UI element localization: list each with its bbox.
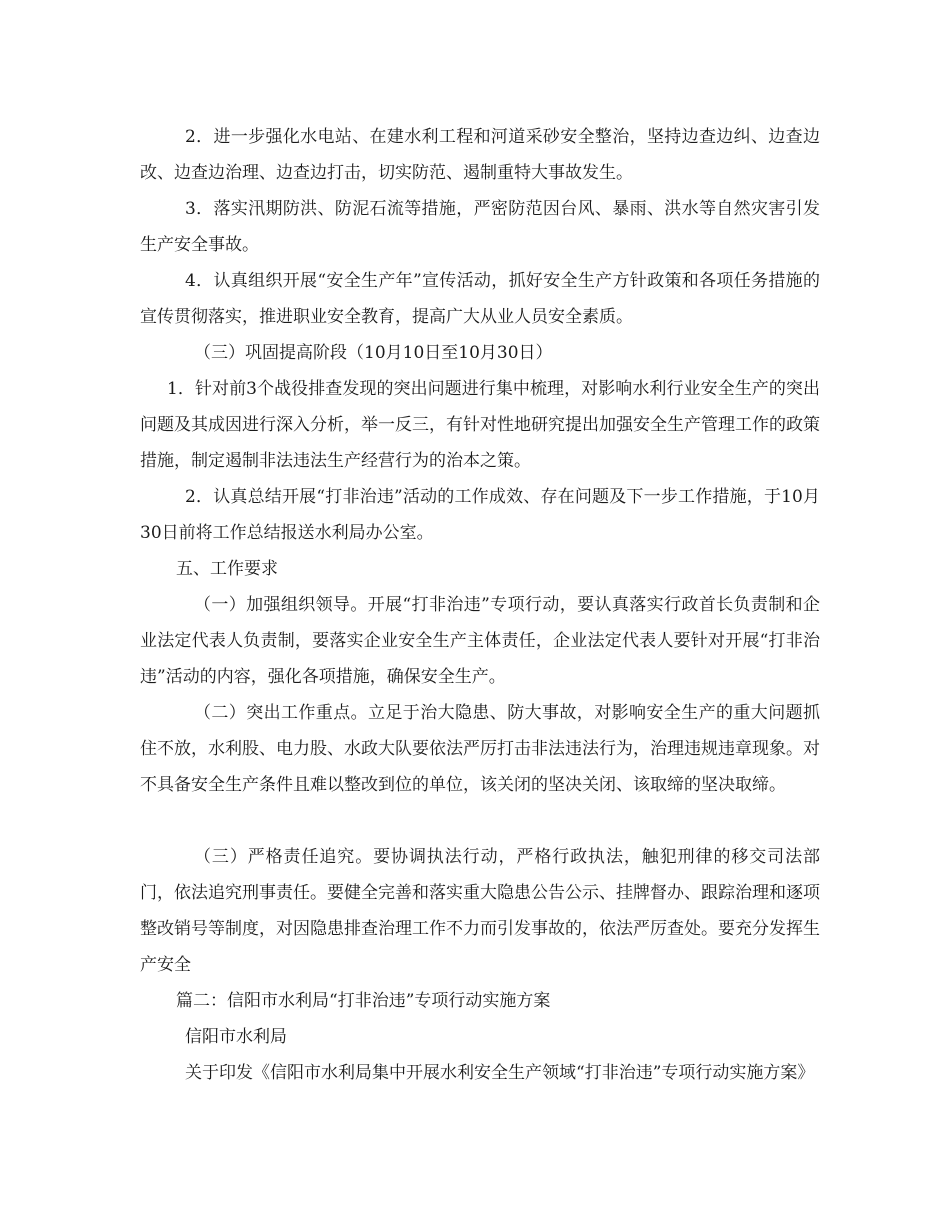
notice-title: 关于印发《信阳市水利局集中开展水利安全生产领域“打非治违”专项行动实施方案》 xyxy=(185,1063,815,1083)
paragraph-item-2b: 2．认真总结开展“打非治违”活动的工作成效、存在问题及下一步工作措施，于10月30日前将工作总结报送水利局办公室。 xyxy=(140,487,820,543)
section-heading-requirements: 五、工作要求 xyxy=(176,559,278,579)
paragraph-item-2: 2．进一步强化水电站、在建水利工程和河道采砂安全整治，坚持边查边纠、边查边改、边查边治理、边查边打击，切实防范、遏制重特大事故发生。 xyxy=(140,127,820,183)
paragraph-item-1: 1．针对前3个战役排查发现的突出问题进行集中梳理，对影响水利行业安全生产的突出问题及其成因进行深入分析，举一反三，有针对性地研究提出加强安全生产管理工作的政策措施，制定遏制非法违法生产经营行为的治本之策。 xyxy=(140,379,820,471)
paragraph-requirement-1: （一）加强组织领导。开展“打非治违”专项行动，要认真落实行政首长负责制和企业法定代表人负责制，要落实企业安全生产主体责任，企业法定代表人要针对开展“打非治违”活动的内容，强化各项措施，确保安全生产。 xyxy=(140,595,820,687)
paragraph-requirement-3: （三）严格责任追究。要协调执法行动，严格行政执法，触犯刑律的移交司法部门，依法追究刑事责任。要健全完善和落实重大隐患公告公示、挂牌督办、跟踪治理和逐项整改销号等制度，对因隐患排查治理工作不力而引发事故的，依法严厉查处。要充分发挥生产安全 xyxy=(140,847,820,975)
article-title: 篇二：信阳市水利局“打非治违”专项行动实施方案 xyxy=(176,991,551,1011)
paragraph-item-3: 3．落实汛期防洪、防泥石流等措施，严密防范因台风、暴雨、洪水等自然灾害引发生产安全事故。 xyxy=(140,199,820,255)
paragraph-item-4: 4．认真组织开展“安全生产年”宣传活动，抓好安全生产方针政策和各项任务措施的宣传贯彻落实，推进职业安全教育，提高广大从业人员安全素质。 xyxy=(140,271,820,327)
stage-heading-consolidation: （三）巩固提高阶段（10月10日至10月30日） xyxy=(194,343,553,363)
paragraph-requirement-2: （二）突出工作重点。立足于治大隐患、防大事故，对影响安全生产的重大问题抓住不放，水利股、电力股、水政大队要依法严厉打击非法违法行为，治理违规违章现象。对不具备安全生产条件且难以整改到位的单位，该关闭的坚决关闭、该取缔的坚决取缔。 xyxy=(140,703,820,795)
issuing-authority: 信阳市水利局 xyxy=(185,1027,287,1047)
